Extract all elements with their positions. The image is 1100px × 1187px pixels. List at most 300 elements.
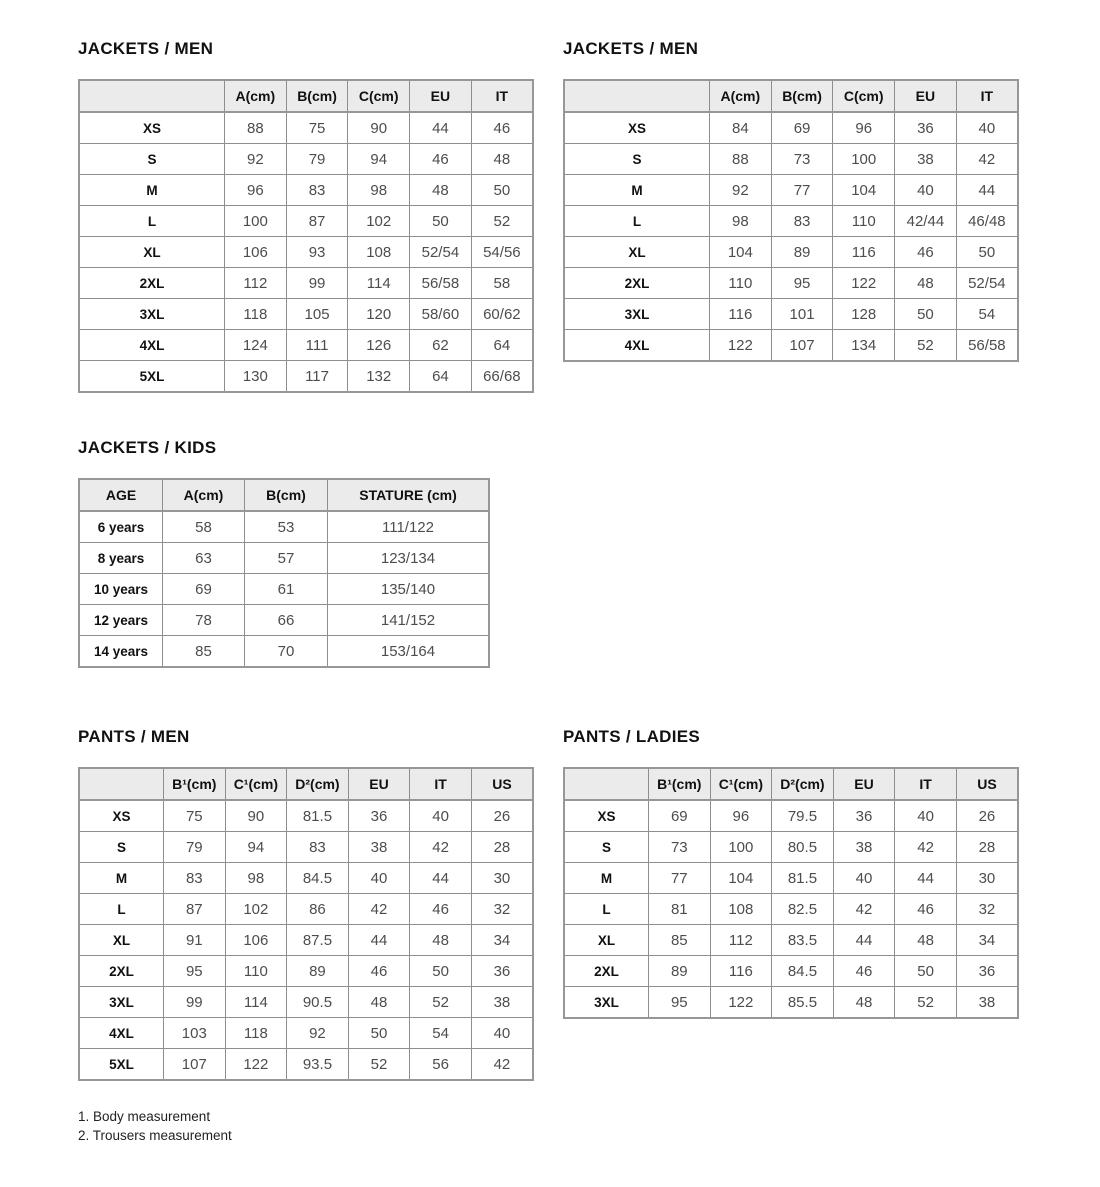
- table-row: [564, 800, 1018, 832]
- header-row: [79, 80, 533, 112]
- value-cell: 79: [164, 832, 226, 863]
- value-cell: 58: [471, 268, 533, 299]
- value-cell: 42: [895, 832, 957, 863]
- value-cell: 92: [225, 144, 287, 175]
- table-row: [79, 605, 489, 636]
- value-cell: 83: [286, 175, 348, 206]
- column-header: A(cm): [163, 479, 245, 511]
- footnote-body-measurement: 1. Body measurement: [78, 1109, 211, 1124]
- value-cell: 122: [225, 1049, 287, 1081]
- column-header: C¹(cm): [225, 768, 287, 800]
- value-cell: 48: [833, 987, 895, 1019]
- value-cell: 38: [833, 832, 895, 863]
- value-cell: 106: [225, 237, 287, 268]
- row-label-cell: 14 years: [79, 636, 163, 668]
- row-label-cell: 2XL: [79, 956, 164, 987]
- value-cell: 64: [471, 330, 533, 361]
- value-cell: 36: [895, 112, 957, 144]
- column-header: D²(cm): [287, 768, 349, 800]
- value-cell: 123/134: [328, 543, 490, 574]
- value-cell: 110: [710, 268, 772, 299]
- value-cell: 124: [225, 330, 287, 361]
- value-cell: 54/56: [471, 237, 533, 268]
- value-cell: 48: [410, 925, 472, 956]
- value-cell: 52: [895, 330, 957, 362]
- column-header: B(cm): [286, 80, 348, 112]
- row-label-cell: 2XL: [564, 956, 649, 987]
- row-label-cell: XS: [79, 800, 164, 832]
- value-cell: 95: [649, 987, 711, 1019]
- value-cell: 50: [895, 299, 957, 330]
- value-cell: 50: [471, 175, 533, 206]
- table-row: [79, 925, 533, 956]
- header-row: [564, 768, 1018, 800]
- value-cell: 40: [410, 800, 472, 832]
- value-cell: 58/60: [410, 299, 472, 330]
- value-cell: 116: [710, 956, 772, 987]
- value-cell: 28: [956, 832, 1018, 863]
- value-cell: 88: [225, 112, 287, 144]
- column-header: [79, 768, 164, 800]
- section-title-pants-men: PANTS / MEN: [78, 727, 190, 746]
- jackets-men-table-2: [563, 79, 1019, 362]
- value-cell: 38: [895, 144, 957, 175]
- column-header: IT: [410, 768, 472, 800]
- row-label-cell: 3XL: [564, 299, 710, 330]
- row-label-cell: S: [564, 832, 649, 863]
- pants-men-section: [78, 728, 535, 1081]
- value-cell: 46: [348, 956, 410, 987]
- value-cell: 42: [348, 894, 410, 925]
- value-cell: 57: [245, 543, 328, 574]
- value-cell: 87.5: [287, 925, 349, 956]
- value-cell: 120: [348, 299, 410, 330]
- pants-row: [78, 728, 1100, 1081]
- value-cell: 153/164: [328, 636, 490, 668]
- value-cell: 85: [649, 925, 711, 956]
- column-header: [79, 80, 225, 112]
- table-row: [79, 1018, 533, 1049]
- pants-ladies-section: [563, 728, 1018, 1019]
- section-title-jackets-kids: JACKETS / KIDS: [78, 438, 217, 457]
- value-cell: 103: [164, 1018, 226, 1049]
- column-header: [564, 768, 649, 800]
- value-cell: 128: [833, 299, 895, 330]
- value-cell: 58: [163, 511, 245, 543]
- value-cell: 130: [225, 361, 287, 393]
- row-label-cell: XS: [564, 112, 710, 144]
- row-label-cell: XL: [79, 925, 164, 956]
- column-header: US: [471, 768, 533, 800]
- value-cell: 89: [771, 237, 833, 268]
- table-row: [79, 543, 489, 574]
- value-cell: 118: [225, 299, 287, 330]
- value-cell: 46: [895, 237, 957, 268]
- value-cell: 52: [895, 987, 957, 1019]
- value-cell: 100: [225, 206, 287, 237]
- table-row: [564, 144, 1018, 175]
- row-label-cell: XL: [79, 237, 225, 268]
- value-cell: 62: [410, 330, 472, 361]
- value-cell: 73: [649, 832, 711, 863]
- table-row: [79, 330, 533, 361]
- table-row: [564, 956, 1018, 987]
- value-cell: 104: [710, 863, 772, 894]
- value-cell: 82.5: [772, 894, 834, 925]
- value-cell: 50: [410, 206, 472, 237]
- row-label-cell: L: [79, 894, 164, 925]
- value-cell: 110: [225, 956, 287, 987]
- table-row: [79, 636, 489, 668]
- table-row: [79, 956, 533, 987]
- section-title-jackets-men-1: JACKETS / MEN: [78, 39, 214, 58]
- value-cell: 132: [348, 361, 410, 393]
- value-cell: 79.5: [772, 800, 834, 832]
- row-label-cell: S: [79, 144, 225, 175]
- row-label-cell: XL: [564, 925, 649, 956]
- section-title-jackets-men-2: JACKETS / MEN: [563, 39, 699, 58]
- pants-men-table: [78, 767, 534, 1081]
- value-cell: 91: [164, 925, 226, 956]
- table-row: [564, 299, 1018, 330]
- column-header: AGE: [79, 479, 163, 511]
- column-header: B¹(cm): [649, 768, 711, 800]
- value-cell: 81.5: [287, 800, 349, 832]
- column-header: C¹(cm): [710, 768, 772, 800]
- value-cell: 40: [471, 1018, 533, 1049]
- row-label-cell: 4XL: [564, 330, 710, 362]
- value-cell: 104: [710, 237, 772, 268]
- value-cell: 52: [348, 1049, 410, 1081]
- value-cell: 52: [410, 987, 472, 1018]
- value-cell: 26: [956, 800, 1018, 832]
- table-row: [564, 894, 1018, 925]
- value-cell: 26: [471, 800, 533, 832]
- row-label-cell: XS: [564, 800, 649, 832]
- row-label-cell: 2XL: [564, 268, 710, 299]
- value-cell: 93.5: [287, 1049, 349, 1081]
- value-cell: 126: [348, 330, 410, 361]
- value-cell: 48: [410, 175, 472, 206]
- value-cell: 69: [771, 112, 833, 144]
- value-cell: 75: [286, 112, 348, 144]
- jackets-kids-table: [78, 478, 490, 668]
- table-row: [79, 299, 533, 330]
- value-cell: 102: [225, 894, 287, 925]
- value-cell: 38: [348, 832, 410, 863]
- value-cell: 111: [286, 330, 348, 361]
- value-cell: 98: [225, 863, 287, 894]
- value-cell: 52: [471, 206, 533, 237]
- value-cell: 66: [245, 605, 328, 636]
- table-row: [79, 574, 489, 605]
- table-row: [79, 511, 489, 543]
- value-cell: 70: [245, 636, 328, 668]
- value-cell: 46: [895, 894, 957, 925]
- value-cell: 69: [163, 574, 245, 605]
- table-row: [79, 894, 533, 925]
- table-row: [564, 112, 1018, 144]
- value-cell: 50: [410, 956, 472, 987]
- value-cell: 44: [348, 925, 410, 956]
- column-header: B(cm): [771, 80, 833, 112]
- value-cell: 108: [348, 237, 410, 268]
- value-cell: 100: [710, 832, 772, 863]
- table-row: [79, 237, 533, 268]
- value-cell: 56: [410, 1049, 472, 1081]
- table-row: [79, 800, 533, 832]
- header-row: [564, 80, 1018, 112]
- value-cell: 134: [833, 330, 895, 362]
- value-cell: 98: [348, 175, 410, 206]
- value-cell: 92: [287, 1018, 349, 1049]
- value-cell: 54: [410, 1018, 472, 1049]
- value-cell: 94: [225, 832, 287, 863]
- value-cell: 40: [956, 112, 1018, 144]
- value-cell: 99: [286, 268, 348, 299]
- row-label-cell: 3XL: [79, 987, 164, 1018]
- value-cell: 83: [164, 863, 226, 894]
- value-cell: 44: [956, 175, 1018, 206]
- value-cell: 96: [225, 175, 287, 206]
- value-cell: 40: [895, 800, 957, 832]
- value-cell: 36: [471, 956, 533, 987]
- value-cell: 50: [348, 1018, 410, 1049]
- jackets-men-table-1: [78, 79, 534, 393]
- value-cell: 112: [225, 268, 287, 299]
- value-cell: 107: [771, 330, 833, 362]
- value-cell: 60/62: [471, 299, 533, 330]
- row-label-cell: 4XL: [79, 330, 225, 361]
- table-row: [564, 925, 1018, 956]
- value-cell: 108: [710, 894, 772, 925]
- column-header: EU: [895, 80, 957, 112]
- value-cell: 42: [833, 894, 895, 925]
- value-cell: 46/48: [956, 206, 1018, 237]
- row-label-cell: L: [79, 206, 225, 237]
- table-row: [79, 987, 533, 1018]
- footnotes: [78, 1107, 1100, 1145]
- value-cell: 116: [710, 299, 772, 330]
- value-cell: 42/44: [895, 206, 957, 237]
- value-cell: 122: [833, 268, 895, 299]
- value-cell: 96: [833, 112, 895, 144]
- value-cell: 107: [164, 1049, 226, 1081]
- column-header: IT: [956, 80, 1018, 112]
- table-row: [564, 330, 1018, 362]
- value-cell: 48: [895, 925, 957, 956]
- value-cell: 117: [286, 361, 348, 393]
- table-row: [79, 112, 533, 144]
- value-cell: 56/58: [410, 268, 472, 299]
- table-row: [564, 832, 1018, 863]
- table-row: [564, 237, 1018, 268]
- value-cell: 50: [895, 956, 957, 987]
- value-cell: 116: [833, 237, 895, 268]
- table-row: [79, 361, 533, 393]
- jackets-men-right-section: [563, 40, 1018, 362]
- table-row: [564, 175, 1018, 206]
- value-cell: 73: [771, 144, 833, 175]
- value-cell: 90.5: [287, 987, 349, 1018]
- value-cell: 98: [710, 206, 772, 237]
- value-cell: 81.5: [772, 863, 834, 894]
- value-cell: 84.5: [772, 956, 834, 987]
- pants-ladies-table: [563, 767, 1019, 1019]
- column-header: IT: [895, 768, 957, 800]
- value-cell: 64: [410, 361, 472, 393]
- value-cell: 96: [710, 800, 772, 832]
- footnote-trousers-measurement: 2. Trousers measurement: [78, 1128, 232, 1143]
- header-row: [79, 479, 489, 511]
- value-cell: 38: [471, 987, 533, 1018]
- value-cell: 34: [471, 925, 533, 956]
- value-cell: 42: [410, 832, 472, 863]
- value-cell: 83: [287, 832, 349, 863]
- value-cell: 100: [833, 144, 895, 175]
- value-cell: 95: [771, 268, 833, 299]
- value-cell: 48: [471, 144, 533, 175]
- table-row: [564, 206, 1018, 237]
- value-cell: 46: [833, 956, 895, 987]
- row-label-cell: 3XL: [79, 299, 225, 330]
- value-cell: 80.5: [772, 832, 834, 863]
- table-row: [79, 175, 533, 206]
- value-cell: 30: [471, 863, 533, 894]
- column-header: C(cm): [348, 80, 410, 112]
- table-row: [564, 268, 1018, 299]
- value-cell: 105: [286, 299, 348, 330]
- value-cell: 84: [710, 112, 772, 144]
- value-cell: 90: [225, 800, 287, 832]
- column-header: [564, 80, 710, 112]
- row-label-cell: XS: [79, 112, 225, 144]
- value-cell: 88: [710, 144, 772, 175]
- value-cell: 84.5: [287, 863, 349, 894]
- jackets-row: [78, 40, 1100, 393]
- value-cell: 40: [348, 863, 410, 894]
- value-cell: 94: [348, 144, 410, 175]
- value-cell: 77: [771, 175, 833, 206]
- value-cell: 81: [649, 894, 711, 925]
- value-cell: 111/122: [328, 511, 490, 543]
- value-cell: 114: [348, 268, 410, 299]
- table-row: [79, 144, 533, 175]
- row-label-cell: 6 years: [79, 511, 163, 543]
- value-cell: 83: [771, 206, 833, 237]
- row-label-cell: 8 years: [79, 543, 163, 574]
- value-cell: 32: [471, 894, 533, 925]
- value-cell: 56/58: [956, 330, 1018, 362]
- value-cell: 122: [710, 330, 772, 362]
- value-cell: 101: [771, 299, 833, 330]
- column-header: IT: [471, 80, 533, 112]
- value-cell: 46: [410, 144, 472, 175]
- jackets-kids-section: [78, 439, 1100, 668]
- row-label-cell: 5XL: [79, 361, 225, 393]
- row-label-cell: S: [79, 832, 164, 863]
- row-label-cell: S: [564, 144, 710, 175]
- value-cell: 77: [649, 863, 711, 894]
- value-cell: 95: [164, 956, 226, 987]
- value-cell: 110: [833, 206, 895, 237]
- section-title-pants-ladies: PANTS / LADIES: [563, 727, 701, 746]
- value-cell: 114: [225, 987, 287, 1018]
- table-row: [564, 987, 1018, 1019]
- row-label-cell: M: [79, 175, 225, 206]
- value-cell: 85.5: [772, 987, 834, 1019]
- value-cell: 122: [710, 987, 772, 1019]
- row-label-cell: M: [564, 863, 649, 894]
- value-cell: 50: [956, 237, 1018, 268]
- column-header: C(cm): [833, 80, 895, 112]
- row-label-cell: 4XL: [79, 1018, 164, 1049]
- row-label-cell: L: [564, 206, 710, 237]
- value-cell: 53: [245, 511, 328, 543]
- value-cell: 104: [833, 175, 895, 206]
- value-cell: 28: [471, 832, 533, 863]
- value-cell: 99: [164, 987, 226, 1018]
- column-header: EU: [833, 768, 895, 800]
- column-header: US: [956, 768, 1018, 800]
- table-row: [79, 832, 533, 863]
- value-cell: 78: [163, 605, 245, 636]
- row-label-cell: 10 years: [79, 574, 163, 605]
- value-cell: 92: [710, 175, 772, 206]
- jackets-men-left-section: [78, 40, 535, 393]
- value-cell: 44: [833, 925, 895, 956]
- value-cell: 61: [245, 574, 328, 605]
- value-cell: 79: [286, 144, 348, 175]
- value-cell: 46: [471, 112, 533, 144]
- value-cell: 36: [833, 800, 895, 832]
- column-header: EU: [348, 768, 410, 800]
- value-cell: 54: [956, 299, 1018, 330]
- row-label-cell: 3XL: [564, 987, 649, 1019]
- value-cell: 87: [164, 894, 226, 925]
- value-cell: 36: [348, 800, 410, 832]
- value-cell: 89: [287, 956, 349, 987]
- value-cell: 44: [410, 863, 472, 894]
- table-row: [564, 863, 1018, 894]
- row-label-cell: 12 years: [79, 605, 163, 636]
- value-cell: 87: [286, 206, 348, 237]
- value-cell: 38: [956, 987, 1018, 1019]
- value-cell: 48: [348, 987, 410, 1018]
- value-cell: 42: [471, 1049, 533, 1081]
- row-label-cell: 2XL: [79, 268, 225, 299]
- header-row: [79, 768, 533, 800]
- value-cell: 42: [956, 144, 1018, 175]
- value-cell: 32: [956, 894, 1018, 925]
- column-header: B(cm): [245, 479, 328, 511]
- row-label-cell: L: [564, 894, 649, 925]
- value-cell: 46: [410, 894, 472, 925]
- value-cell: 40: [895, 175, 957, 206]
- value-cell: 106: [225, 925, 287, 956]
- row-label-cell: M: [564, 175, 710, 206]
- value-cell: 36: [956, 956, 1018, 987]
- column-header: EU: [410, 80, 472, 112]
- value-cell: 52/54: [956, 268, 1018, 299]
- value-cell: 63: [163, 543, 245, 574]
- value-cell: 34: [956, 925, 1018, 956]
- table-row: [79, 863, 533, 894]
- table-row: [79, 206, 533, 237]
- value-cell: 48: [895, 268, 957, 299]
- value-cell: 83.5: [772, 925, 834, 956]
- value-cell: 44: [895, 863, 957, 894]
